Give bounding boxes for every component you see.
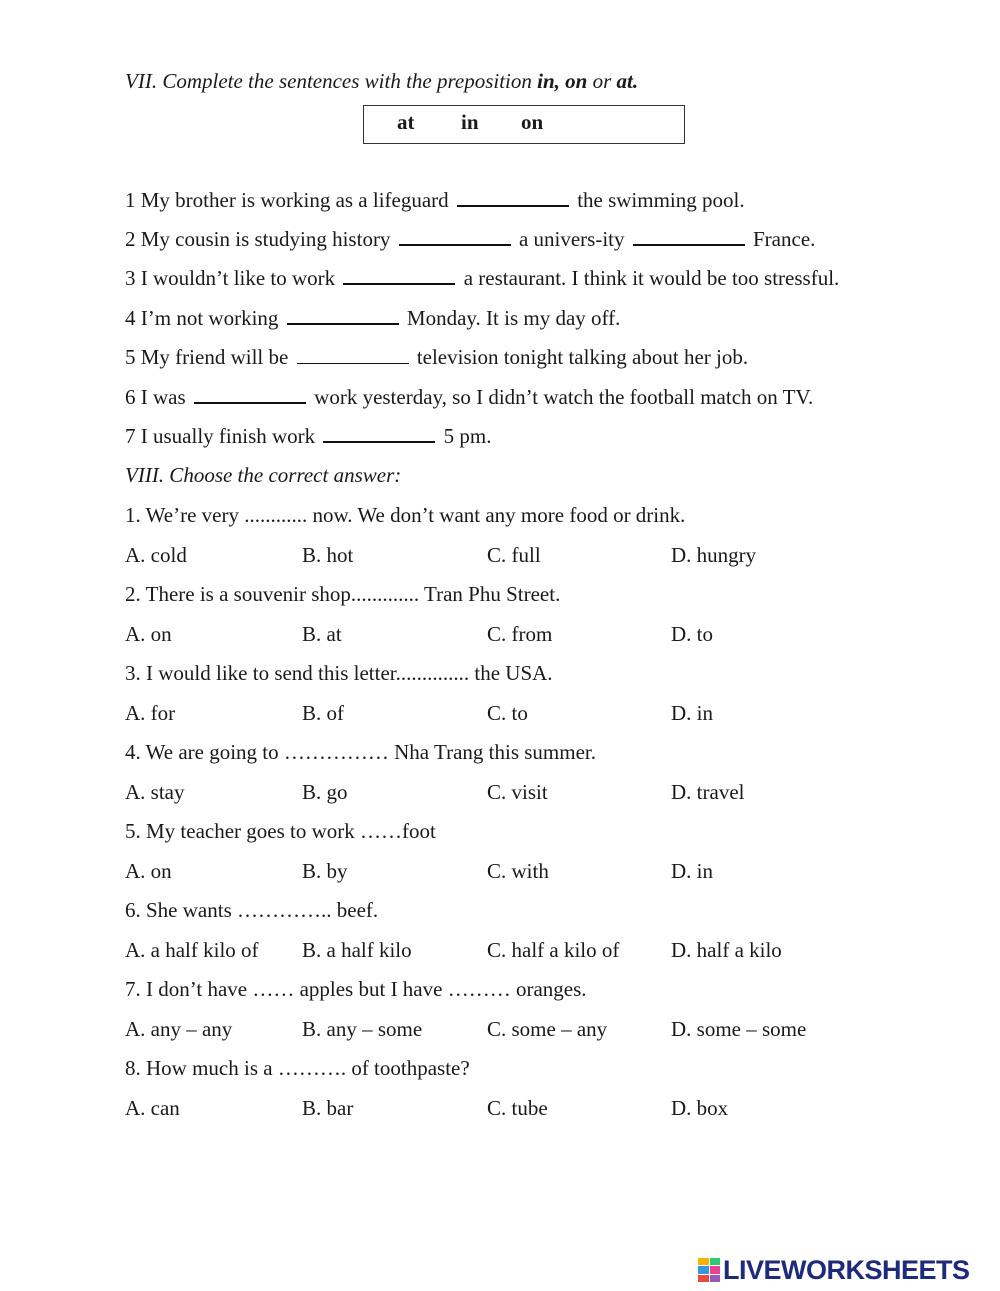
question-text: 2. There is a souvenir shop............. Tran Phu Street. [125, 582, 561, 606]
liveworksheets-logo [698, 1256, 970, 1284]
question-text: 4. We are going to …………… Nha Trang this summer. [125, 740, 596, 764]
answer-option[interactable]: C. some – any [487, 1016, 608, 1041]
question-text: 7. I don’t have …… apples but I have ……… oranges. [125, 977, 587, 1001]
sentence-part: television tonight talking about her job. [416, 345, 749, 369]
sentence-part: a restaurant. I think it would be too stressful. [463, 266, 840, 290]
answer-option[interactable]: B. by [302, 858, 348, 883]
section-7-title-prefix: VII. Complete the sentences with the preposition [125, 69, 538, 93]
sentence-part: 7 I usually finish work [125, 424, 316, 448]
answer-blank[interactable] [343, 265, 455, 285]
fill-sentence [125, 187, 745, 213]
sentence-part: 1 My brother is working as a lifeguard [125, 188, 449, 212]
logo-text: LIVEWORKSHEETS [723, 1254, 970, 1285]
answer-option[interactable]: B. at [302, 621, 342, 646]
answer-option[interactable]: D. in [671, 858, 713, 883]
section-7-title-bold: in, on [537, 69, 588, 93]
answer-blank[interactable] [323, 423, 435, 443]
answer-option[interactable]: B. hot [302, 542, 354, 567]
answer-blank[interactable] [633, 226, 745, 246]
word-box [363, 105, 685, 144]
question-text: 6. She wants ………….. beef. [125, 898, 379, 922]
fill-sentence [125, 423, 492, 449]
fill-sentence [125, 305, 620, 331]
word-box-item: on [521, 110, 544, 134]
question-text: 5. My teacher goes to work ……foot [125, 819, 436, 843]
section-7-title-mid: or [587, 69, 617, 93]
answer-option[interactable]: C. visit [487, 779, 548, 804]
answer-option[interactable]: A. on [125, 858, 172, 883]
answer-option[interactable]: D. half a kilo [671, 937, 782, 962]
question-text: 8. How much is a ………. of toothpaste? [125, 1056, 470, 1080]
sentence-part: the swimming pool. [577, 188, 745, 212]
fill-sentence [125, 265, 839, 291]
sentence-part: work yesterday, so I didn’t watch the football match on TV. [314, 385, 814, 409]
answer-option[interactable]: A. a half kilo of [125, 937, 259, 962]
sentence-part: 5 My friend will be [125, 345, 289, 369]
answer-option[interactable]: D. travel [671, 779, 745, 804]
question-text: 1. We’re very ............ now. We don’t want any more food or drink. [125, 503, 686, 527]
answer-blank[interactable] [457, 187, 569, 207]
section-7-title-bold-2: at. [616, 69, 639, 93]
answer-option[interactable]: C. with [487, 858, 549, 883]
answer-option[interactable]: B. go [302, 779, 348, 804]
answer-option[interactable]: B. bar [302, 1095, 354, 1120]
sentence-part: 3 I wouldn’t like to work [125, 266, 336, 290]
fill-sentence [125, 384, 813, 410]
liveworksheets-logo-icon [698, 1258, 720, 1282]
answer-option[interactable]: C. tube [487, 1095, 548, 1120]
word-box-item: in [461, 110, 479, 134]
answer-option[interactable]: A. cold [125, 542, 187, 567]
answer-option[interactable]: C. to [487, 700, 528, 725]
question-text: 3. I would like to send this letter.............. the USA. [125, 661, 553, 685]
answer-blank[interactable] [297, 345, 409, 364]
fill-sentence [125, 344, 748, 370]
section-8-heading: VIII. Choose the correct answer: [125, 463, 402, 487]
answer-option[interactable]: A. stay [125, 779, 185, 804]
answer-option[interactable]: C. half a kilo of [487, 937, 620, 962]
answer-option[interactable]: A. can [125, 1095, 180, 1120]
sentence-part: 5 pm. [443, 424, 492, 448]
answer-blank[interactable] [194, 384, 306, 404]
section-7-heading [125, 68, 638, 94]
answer-option[interactable]: A. for [125, 700, 176, 725]
answer-option[interactable]: B. a half kilo [302, 937, 412, 962]
sentence-part: Monday. It is my day off. [406, 306, 621, 330]
answer-option[interactable]: A. on [125, 621, 172, 646]
sentence-part: a univers-ity [518, 227, 625, 251]
fill-sentence [125, 226, 815, 252]
sentence-part: 2 My cousin is studying history [125, 227, 391, 251]
answer-option[interactable]: D. to [671, 621, 713, 646]
answer-option[interactable]: D. box [671, 1095, 729, 1120]
answer-option[interactable]: D. some – some [671, 1016, 807, 1041]
answer-option[interactable]: D. in [671, 700, 713, 725]
answer-option[interactable]: C. full [487, 542, 541, 567]
sentence-part: 4 I’m not working [125, 306, 279, 330]
answer-option[interactable]: A. any – any [125, 1016, 233, 1041]
answer-option[interactable]: C. from [487, 621, 553, 646]
answer-blank[interactable] [287, 305, 399, 325]
answer-option[interactable]: B. any – some [302, 1016, 423, 1041]
answer-blank[interactable] [399, 226, 511, 246]
sentence-part: France. [753, 227, 816, 251]
word-box-item: at [397, 110, 415, 134]
sentence-part: 6 I was [125, 385, 186, 409]
answer-option[interactable]: D. hungry [671, 542, 757, 567]
answer-option[interactable]: B. of [302, 700, 344, 725]
